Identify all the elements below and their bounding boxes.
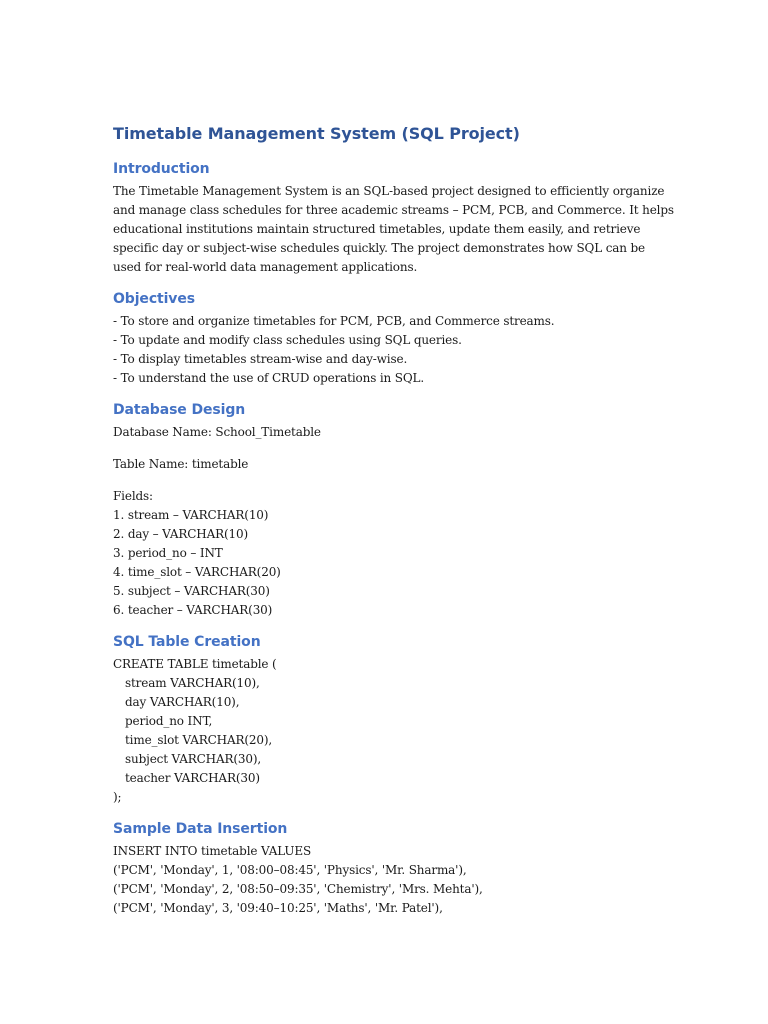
field-item: 5. subject – VARCHAR(30)	[113, 584, 270, 598]
sql-column-definition: teacher VARCHAR(30)	[125, 771, 260, 785]
introduction-heading: Introduction	[113, 161, 210, 177]
data-insertion-heading: Sample Data Insertion	[113, 821, 288, 837]
introduction-line: The Timetable Management System is an SQL-based project designed to efficiently organize	[113, 184, 665, 198]
database-design-section	[113, 400, 653, 620]
sql-insert-row: ('PCM', 'Monday', 3, '09:40–10:25', 'Maths', 'Mr. Patel'),	[113, 901, 443, 915]
field-item: 1. stream – VARCHAR(10)	[113, 508, 269, 522]
objective-item: - To store and organize timetables for PCM, PCB, and Commerce streams.	[113, 314, 555, 328]
table-creation-section	[113, 632, 653, 807]
introduction-line: and manage class schedules for three academic streams – PCM, PCB, and Commerce. It helps	[113, 203, 674, 217]
field-item: 6. teacher – VARCHAR(30)	[113, 603, 273, 617]
sql-column-definition: subject VARCHAR(30),	[125, 752, 262, 766]
field-item: 4. time_slot – VARCHAR(20)	[113, 565, 281, 579]
sql-create-open: CREATE TABLE timetable (	[113, 657, 277, 671]
table-creation-heading: SQL Table Creation	[113, 634, 261, 650]
sql-column-definition: day VARCHAR(10),	[125, 695, 240, 709]
sql-column-definition: time_slot VARCHAR(20),	[125, 733, 273, 747]
document-title: Timetable Management System (SQL Project)	[113, 124, 520, 143]
sql-create-close: );	[113, 790, 122, 804]
sql-insert-row: ('PCM', 'Monday', 2, '08:50–09:35', 'Chemistry', 'Mrs. Mehta'),	[113, 882, 483, 896]
objectives-heading: Objectives	[113, 291, 195, 307]
sql-column-definition: stream VARCHAR(10),	[125, 676, 260, 690]
introduction-line: specific day or subject-wise schedules quickly. The project demonstrates how SQL can be	[113, 241, 646, 255]
sql-column-definition: period_no INT,	[125, 714, 213, 728]
field-item: 3. period_no – INT	[113, 546, 223, 560]
database-name: Database Name: School_Timetable	[113, 425, 321, 439]
table-name: Table Name: timetable	[113, 457, 249, 471]
document-page	[113, 122, 674, 930]
introduction-line: used for real-world data management applications.	[113, 260, 418, 274]
data-insertion-section	[113, 819, 653, 918]
introduction-line: educational institutions maintain structured timetables, update them easily, and retrieve	[113, 222, 641, 236]
fields-label: Fields:	[113, 489, 153, 503]
sql-insert-row: ('PCM', 'Monday', 1, '08:00–08:45', 'Physics', 'Mr. Sharma'),	[113, 863, 467, 877]
introduction-section	[113, 159, 674, 277]
field-item: 2. day – VARCHAR(10)	[113, 527, 249, 541]
objectives-section	[113, 289, 653, 388]
objective-item: - To display timetables stream-wise and day-wise.	[113, 352, 408, 366]
database-design-heading: Database Design	[113, 402, 246, 418]
objective-item: - To understand the use of CRUD operations in SQL.	[113, 371, 425, 385]
objective-item: - To update and modify class schedules using SQL queries.	[113, 333, 462, 347]
sql-insert-open: INSERT INTO timetable VALUES	[113, 844, 312, 858]
